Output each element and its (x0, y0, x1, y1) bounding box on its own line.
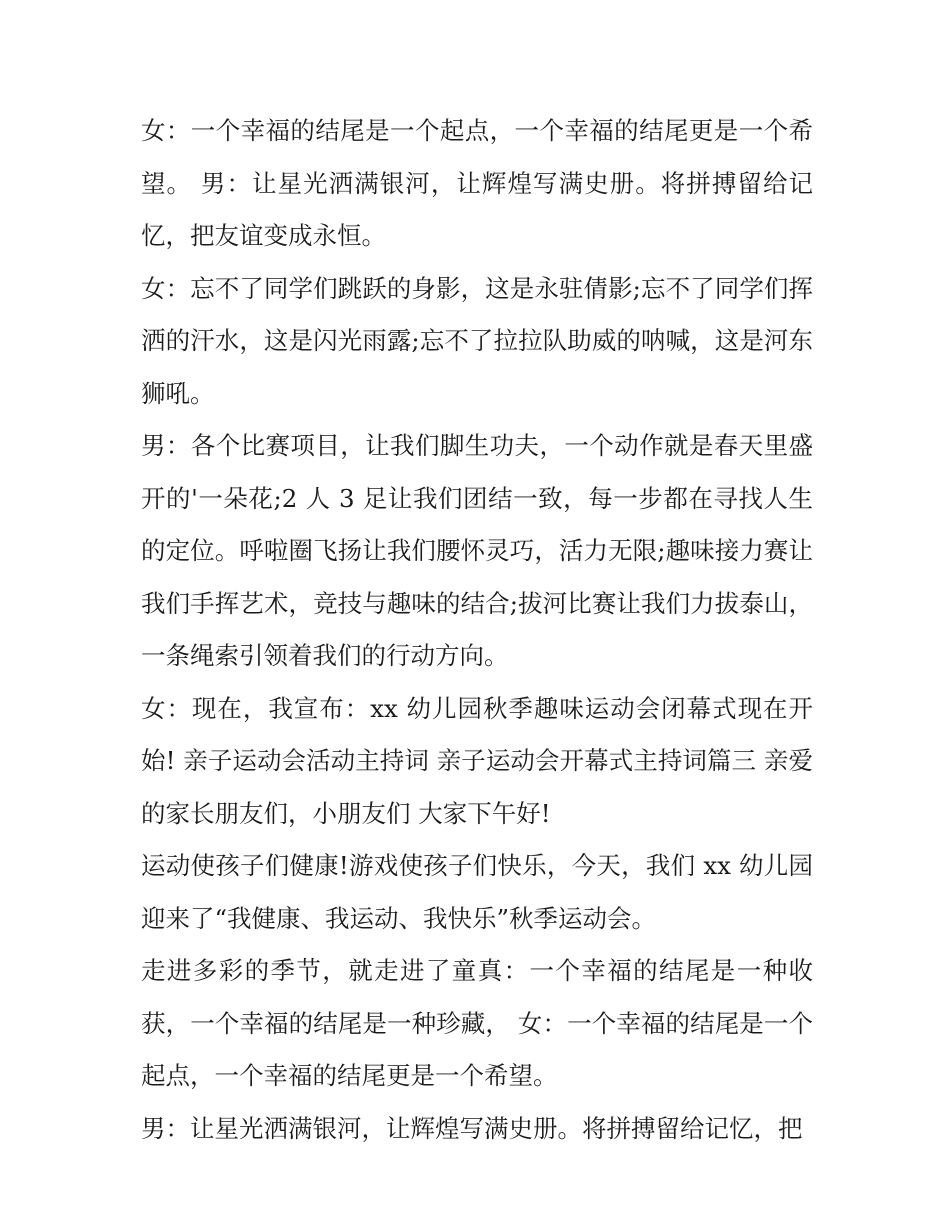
paragraph-3: 男：各个比赛项目，让我们脚生功夫，一个动作就是春天里盛开的'一朵花;2 人 3 足让我们团结一致，每一步都在寻找人生的定位。呼啦圈飞扬让我们腰怀灵巧，活力无限;趣味接力赛让我们手挥艺术，竞技与趣味的结合;拔河比赛让我们力拔泰山，一条绳索引领着我们的行动方向。 (141, 431, 813, 670)
paragraph-7: 男：让星光洒满银河，让辉煌写满史册。将拼搏留给记忆，把 (141, 1113, 803, 1143)
paragraph-6: 走进多彩的季节，就走进了童真：一个幸福的结尾是一种收获，一个幸福的结尾是一种珍藏， 女：一个幸福的结尾是一个起点，一个幸福的结尾更是一个希望。 (141, 956, 813, 1090)
paragraph-4: 女：现在，我宣布：xx 幼儿园秋季趣味运动会闭幕式现在开始! 亲子运动会活动主持词 亲子运动会开幕式主持词篇三 亲爱的家长朋友们，小朋友们 大家下午好! (141, 693, 813, 828)
paragraph-2: 女：忘不了同学们跳跃的身影，这是永驻倩影;忘不了同学们挥洒的汗水，这是闪光雨露;忘不了拉拉队助威的呐喊，这是河东狮吼。 (141, 273, 813, 408)
document-body (141, 105, 813, 1155)
paragraph-1: 女：一个幸福的结尾是一个起点，一个幸福的结尾更是一个希望。 男：让星光洒满银河，让辉煌写满史册。将拼搏留给记忆，把友谊变成永恒。 (141, 116, 813, 250)
paragraph-5: 运动使孩子们健康!游戏使孩子们快乐，今天，我们 xx 幼儿园迎来了“我健康、我运动、我快乐”秋季运动会。 (141, 851, 813, 933)
